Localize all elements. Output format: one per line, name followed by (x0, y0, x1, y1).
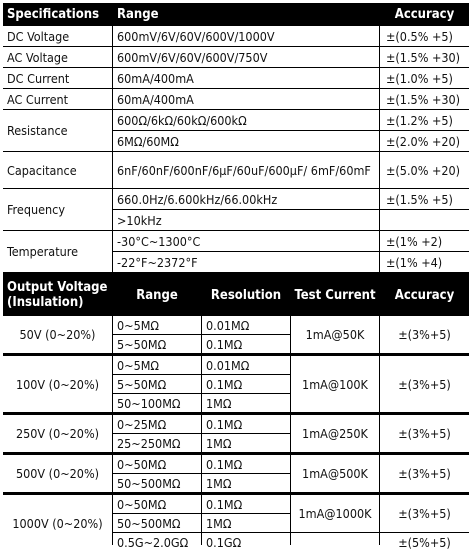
spec-accuracy: ±(1% +4) (380, 252, 469, 272)
header-resolution: Resolution (202, 277, 290, 313)
spec-accuracy: ±(1.5% +5) (380, 189, 469, 209)
ins-range: 5~50MΩ (113, 375, 201, 393)
ins-range: 50~100MΩ (113, 394, 201, 412)
spec-range: 6MΩ/60MΩ (113, 131, 379, 151)
ins-resolution: 0.1MΩ (202, 335, 290, 353)
ins-test-current: 1mA@50K (291, 316, 379, 353)
spec-name: Temperature (3, 231, 112, 272)
ins-range: 0~50MΩ (113, 495, 201, 513)
spec-name: Frequency (3, 189, 112, 230)
ins-resolution: 0.1MΩ (202, 455, 290, 473)
spec-range: 600mV/6V/60V/600V/1000V (113, 26, 379, 46)
ins-voltage: 500V (0~20%) (3, 455, 112, 492)
header-range: Range (113, 3, 379, 25)
ins-range: 0.5G~2.0GΩ (113, 533, 201, 551)
spec-name: DC Voltage (3, 26, 112, 46)
ins-test-current: 1mA@100K (291, 356, 379, 412)
spec-accuracy: ±(5.0% +20) (380, 152, 469, 188)
ins-test-current-empty (291, 533, 379, 551)
header-ins-accuracy: Accuracy (380, 277, 469, 313)
ins-resolution: 1MΩ (202, 474, 290, 492)
spec-accuracy: ±(0.5% +5) (380, 26, 469, 46)
header-ins-range: Range (113, 277, 201, 313)
ins-resolution: 0.1MΩ (202, 375, 290, 393)
ins-resolution: 1MΩ (202, 514, 290, 532)
ins-voltage: 50V (0~20%) (3, 316, 112, 353)
spec-name: AC Current (3, 89, 112, 109)
spec-range: 60mA/400mA (113, 68, 379, 88)
spec-range: 600mV/6V/60V/600V/750V (113, 47, 379, 67)
spec-range: 60mA/400mA (113, 89, 379, 109)
spec-accuracy: ±(2.0% +20) (380, 131, 469, 151)
ins-resolution: 0.1MΩ (202, 495, 290, 513)
header-output-voltage (3, 277, 112, 313)
spec-range: 600Ω/6kΩ/60kΩ/600kΩ (113, 110, 379, 130)
ins-accuracy: ±(3%+5) (380, 316, 469, 353)
ins-range: 0~5MΩ (113, 316, 201, 334)
ins-resolution: 1MΩ (202, 394, 290, 412)
spec-name: AC Voltage (3, 47, 112, 67)
spec-accuracy: ±(1% +2) (380, 231, 469, 251)
ins-accuracy: ±(3%+5) (380, 415, 469, 452)
spec-name: Capacitance (3, 152, 112, 188)
spec-range: 660.0Hz/6.600kHz/66.00kHz (113, 189, 379, 209)
ins-resolution: 1MΩ (202, 434, 290, 452)
ins-range: 0~25MΩ (113, 415, 201, 433)
header-insulation-line2: (Insulation) (7, 295, 84, 310)
ins-accuracy: ±(3%+5) (380, 495, 469, 532)
header-output-voltage-line1: Output Voltage (7, 280, 108, 295)
header-test-current: Test Current (291, 277, 379, 313)
ins-resolution: 0.01MΩ (202, 316, 290, 334)
spec-name: DC Current (3, 68, 112, 88)
spec-accuracy (380, 210, 469, 230)
ins-voltage: 100V (0~20%) (3, 356, 112, 412)
ins-accuracy: ±(3%+5) (380, 356, 469, 412)
spec-accuracy: ±(1.0% +5) (380, 68, 469, 88)
ins-resolution: 0.1MΩ (202, 415, 290, 433)
ins-voltage: 250V (0~20%) (3, 415, 112, 452)
ins-test-current: 1mA@1000K (291, 495, 379, 532)
ins-voltage: 1000V (0~20%) (3, 495, 112, 551)
ins-range: 0~50MΩ (113, 455, 201, 473)
ins-range: 50~500MΩ (113, 474, 201, 492)
ins-test-current: 1mA@250K (291, 415, 379, 452)
spec-range: -30°C~1300°C (113, 231, 379, 251)
header-accuracy: Accuracy (380, 3, 469, 25)
ins-range: 0~5MΩ (113, 356, 201, 374)
spec-range: >10kHz (113, 210, 379, 230)
ins-range: 50~500MΩ (113, 514, 201, 532)
ins-resolution: 0.1GΩ (202, 533, 290, 551)
spec-accuracy: ±(1.5% +30) (380, 89, 469, 109)
spec-range: 6nF/60nF/600nF/6μF/60uF/600μF/ 6mF/60mF (113, 152, 379, 188)
spec-accuracy: ±(1.2% +5) (380, 110, 469, 130)
spec-name: Resistance (3, 110, 112, 151)
ins-test-current: 1mA@500K (291, 455, 379, 492)
spec-table (3, 3, 469, 550)
ins-accuracy: ±(5%+5) (380, 533, 469, 551)
header-specifications: Specifications (3, 3, 112, 25)
ins-resolution: 0.01MΩ (202, 356, 290, 374)
spec-accuracy: ±(1.5% +30) (380, 47, 469, 67)
ins-accuracy: ±(3%+5) (380, 455, 469, 492)
ins-range: 5~50MΩ (113, 335, 201, 353)
ins-range: 25~250MΩ (113, 434, 201, 452)
spec-range: -22°F~2372°F (113, 252, 379, 272)
